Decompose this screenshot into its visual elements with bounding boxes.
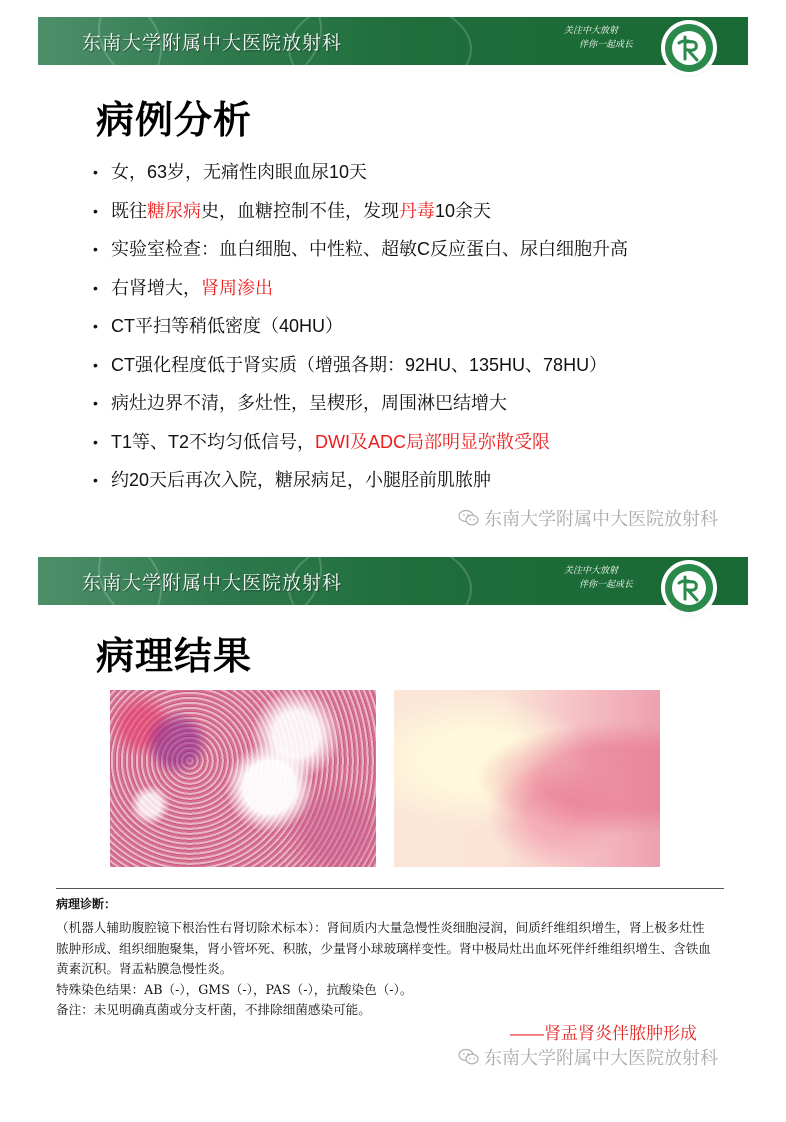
header-banner xyxy=(38,557,748,605)
pathology-diagnosis xyxy=(56,895,716,1021)
slogan-line-2: 伴你一起成长 xyxy=(579,580,634,590)
watermark: 东南大学附属中大医院放射科 xyxy=(458,505,718,531)
highlight-text: 丹毒 xyxy=(399,200,435,221)
histology-image-right xyxy=(394,690,660,867)
slogan xyxy=(564,24,633,52)
highlight-text: 糖尿病 xyxy=(147,200,201,221)
slide-case-analysis xyxy=(38,17,748,537)
final-conclusion: ——肾盂肾炎伴脓肿形成 xyxy=(510,1024,697,1043)
slogan xyxy=(564,564,633,592)
highlight-text: 肾周渗出 xyxy=(201,277,273,298)
slide-title: 病例分析 xyxy=(96,100,253,142)
slide-title: 病理结果 xyxy=(96,636,253,678)
slogan-line-1: 关注中大放射 xyxy=(564,566,619,576)
hospital-logo-icon xyxy=(661,20,717,76)
wechat-icon xyxy=(458,509,480,527)
slogan-line-2: 伴你一起成长 xyxy=(579,40,634,50)
bullet-item: • 病灶边界不清，多灶性，呈楔形，周围淋巴结增大 xyxy=(93,393,507,413)
histology-image-left xyxy=(110,690,376,867)
bullet-item: • 既往糖尿病史，血糖控制不佳，发现丹毒10余天 xyxy=(93,200,492,221)
slogan-line-1: 关注中大放射 xyxy=(564,26,619,36)
divider xyxy=(56,888,724,889)
highlight-text: DWI及ADC局部明显弥散受限 xyxy=(315,431,551,452)
bullet-item: • CT平扫等稍低密度（40HU） xyxy=(93,316,344,336)
bullet-item: • 右肾增大，肾周渗出 xyxy=(93,277,273,298)
slide-pathology-result xyxy=(38,557,748,1077)
remark: 备注：未见明确真菌或分支杆菌，不排除细菌感染可能。 xyxy=(56,1002,371,1017)
bullet-item: • 实验室检查：血白细胞、中性粒、超敏C反应蛋白、尿白细胞升高 xyxy=(93,239,628,259)
watermark: 东南大学附属中大医院放射科 xyxy=(458,1044,718,1070)
diagnosis-paragraph: （机器人辅助腹腔镜下根治性右肾切除术标本）：肾间质内大量急慢性炎细胞浸润，间质纤维组织增生，肾上极多灶性脓肿形成、组织细胞聚集，肾小管坏死、积脓，少量肾小球玻璃样变性。肾中极局灶出血坏死伴纤维组织增生、含铁血黄素沉积。肾盂粘膜急慢性炎。 xyxy=(56,920,711,976)
diagnosis-label: 病理诊断： xyxy=(56,897,117,911)
bullet-item: • T1等、T2不均匀低信号，DWI及ADC局部明显弥散受限 xyxy=(93,431,551,452)
bullet-item: • 女，63岁，无痛性肉眼血尿10天 xyxy=(93,162,368,182)
institution-name: 东南大学附属中大医院放射科 xyxy=(82,572,343,594)
bullet-item: • 约20天后再次入院，糖尿病足，小腿胫前肌脓肿 xyxy=(93,470,492,490)
wechat-icon xyxy=(458,1048,480,1066)
bullet-item: • CT强化程度低于肾实质（增强各期：92HU、135HU、78HU） xyxy=(93,354,608,375)
case-bullet-list xyxy=(93,153,628,500)
special-stain-result: 特殊染色结果：AB（-），GMS（-），PAS（-），抗酸染色（-）。 xyxy=(56,981,413,997)
institution-name: 东南大学附属中大医院放射科 xyxy=(82,32,343,54)
header-banner xyxy=(38,17,748,65)
hospital-logo-icon xyxy=(661,560,717,616)
